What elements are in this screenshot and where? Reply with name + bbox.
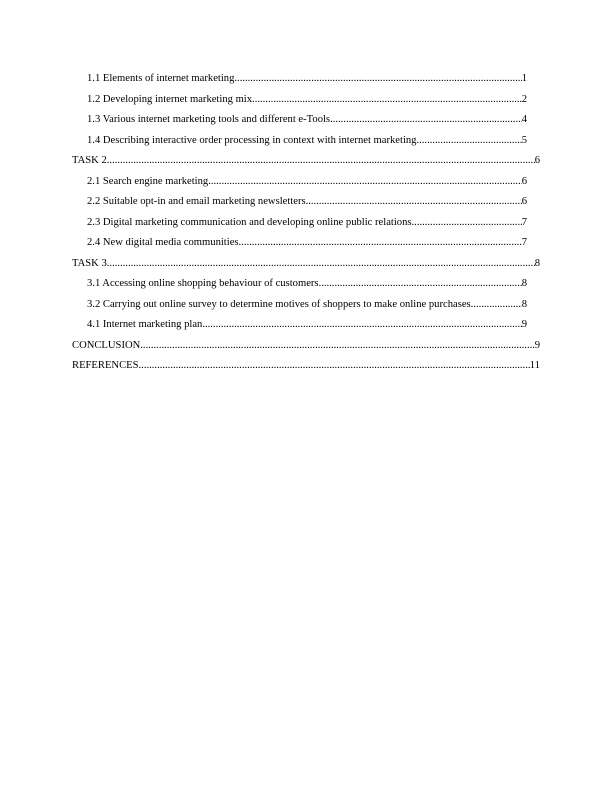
toc-entry-task-2[interactable] — [72, 154, 540, 168]
toc-page-number: 1 — [521, 73, 527, 84]
toc-dot-leader — [234, 72, 521, 86]
toc-page-number: 7 — [521, 237, 527, 248]
toc-page-number: 8 — [521, 278, 527, 289]
toc-dot-leader — [139, 359, 530, 373]
toc-entry-2-4[interactable] — [87, 236, 527, 250]
toc-page-number: 8 — [534, 257, 540, 269]
toc-entry-label: 1.3 Various internet marketing tools and different e-Tools — [87, 114, 331, 125]
toc-entry-task-3[interactable] — [72, 257, 540, 271]
toc-page-number: 9 — [521, 319, 527, 330]
toc-dot-leader — [107, 154, 535, 168]
toc-entry-1-1[interactable] — [87, 72, 527, 86]
toc-page-number: 6 — [521, 175, 527, 187]
toc-entry-2-1[interactable] — [87, 175, 527, 189]
toc-entry-4-1[interactable] — [87, 318, 527, 332]
toc-dot-leader — [306, 195, 522, 209]
toc-dot-leader — [416, 134, 521, 148]
toc-page-number: 9 — [534, 339, 540, 351]
toc-page-number: 4 — [521, 114, 527, 125]
toc-dot-leader — [107, 257, 535, 271]
toc-dot-leader — [252, 93, 522, 107]
toc-page-number: 7 — [521, 216, 527, 228]
toc-entry-label: 2.1 Search engine marketing — [87, 175, 209, 187]
toc-dot-leader — [471, 298, 522, 312]
toc-page-number: 6 — [534, 155, 540, 166]
toc-entry-label: 2.4 New digital media communities — [87, 237, 239, 248]
toc-entry-label: 3.2 Carrying out online survey to determine motives of shoppers to make online purchases — [87, 298, 471, 310]
toc-page-number: 11 — [529, 360, 540, 371]
toc-entry-label: TASK 3 — [72, 257, 107, 269]
toc-entry-label: 1.2 Developing internet marketing mix — [87, 93, 253, 105]
toc-page-number: 2 — [521, 93, 527, 105]
toc-entry-2-3[interactable] — [87, 216, 527, 230]
toc-entry-3-1[interactable] — [87, 277, 527, 291]
toc-page-number: 8 — [521, 298, 527, 310]
toc-page-number: 6 — [521, 196, 527, 207]
toc-entry-label: 4.1 Internet marketing plan — [87, 319, 203, 330]
toc-dot-leader — [208, 175, 522, 189]
toc-entry-conclusion[interactable] — [72, 339, 540, 353]
toc-entry-label: 1.1 Elements of internet marketing — [87, 73, 235, 84]
toc-dot-leader — [319, 277, 522, 291]
toc-dot-leader — [140, 339, 534, 353]
toc-entry-label: 1.4 Describing interactive order processing in context with internet marketing — [87, 134, 417, 146]
toc-dot-leader — [412, 216, 522, 230]
toc-page-number: 5 — [521, 134, 527, 146]
toc-entry-3-2[interactable] — [87, 298, 527, 312]
toc-dot-leader — [330, 113, 522, 127]
toc-dot-leader — [202, 318, 521, 332]
toc-entry-label: TASK 2 — [72, 155, 107, 166]
toc-entry-1-2[interactable] — [87, 93, 527, 107]
toc-entry-label: CONCLUSION — [72, 339, 141, 351]
toc-entry-1-3[interactable] — [87, 113, 527, 127]
toc-dot-leader — [239, 236, 522, 250]
toc-entry-references[interactable] — [72, 359, 540, 373]
toc-entry-label: 2.3 Digital marketing communication and developing online public relations — [87, 216, 412, 228]
toc-entry-label: 2.2 Suitable opt-in and email marketing newsletters — [87, 196, 306, 207]
toc-entry-1-4[interactable] — [87, 134, 527, 148]
toc-entry-label: REFERENCES — [72, 360, 139, 371]
toc-entry-2-2[interactable] — [87, 195, 527, 209]
toc-entry-label: 3.1 Accessing online shopping behaviour of customers — [87, 278, 319, 289]
